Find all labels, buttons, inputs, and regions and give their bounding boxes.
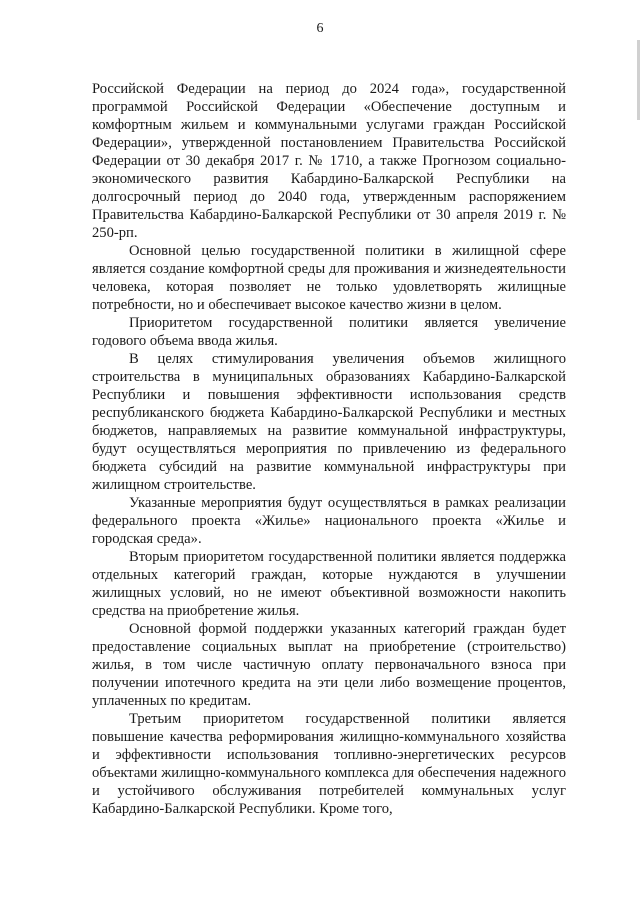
paragraph-2: Основной целью государственной политики в жилищной сфере является создание комфортной среды для проживания и жизнедеятельности человека, которая позволяет не только удовлетворять жилищные потребности, но и обеспечивает высокое качество жизни в целом.	[92, 243, 566, 313]
paragraph-8: Третьим приоритетом государственной политики является повышение качества реформирования жилищно-коммунального хозяйства и эффективности использования топливно-энергетических ресурсов объектами жилищно-коммунального комплекса для обеспечения надежного и устойчивого обслуживания потребителей коммунальных услуг Кабардино-Балкарской Республики. Кроме того,	[92, 711, 566, 817]
paragraph-7: Основной формой поддержки указанных категорий граждан будет предоставление социальных выплат на приобретение (строительство) жилья, в том числе частичную оплату первоначального взноса при получении ипотечного кредита на эти цели либо возмещение процентов, уплаченных по кредитам.	[92, 621, 566, 709]
paragraph-6: Вторым приоритетом государственной политики является поддержка отдельных категорий граждан, которые нуждаются в улучшении жилищных условий, но не имеют объективной возможности накопить средства на приобретение жилья.	[92, 549, 566, 619]
page-number: 6	[316, 21, 324, 36]
document-body	[92, 80, 566, 818]
paragraph-4: В целях стимулирования увеличения объемов жилищного строительства в муниципальных образованиях Кабардино-Балкарской Республики и повышения эффективности использования средств республиканского бюджета Кабардино-Балкарской Республики и местных бюджетов, направляемых на развитие коммунальной инфраструктуры, будут осуществляться мероприятия по привлечению из федерального бюджета субсидий на развитие коммунальной инфраструктуры при жилищном строительстве.	[92, 351, 566, 493]
paragraph-1: Российской Федерации на период до 2024 года», государственной программой Российской Федерации «Обеспечение доступным и комфортным жильем и коммунальными услугами граждан Российской Федерации», утвержденной постановлением Правительства Российской Федерации от 30 декабря 2017 г. № 1710, а также Прогнозом социально-экономического развития Кабардино-Балкарской Республики на долгосрочный период до 2040 года, утвержденным распоряжением Правительства Кабардино-Балкарской Республики от 30 апреля 2019 г. № 250-рп.	[92, 81, 566, 241]
paragraph-5: Указанные мероприятия будут осуществляться в рамках реализации федерального проекта «Жилье» национального проекта «Жилье и городская среда».	[92, 495, 566, 547]
paragraph-3: Приоритетом государственной политики является увеличение годового объема ввода жилья.	[92, 315, 566, 349]
